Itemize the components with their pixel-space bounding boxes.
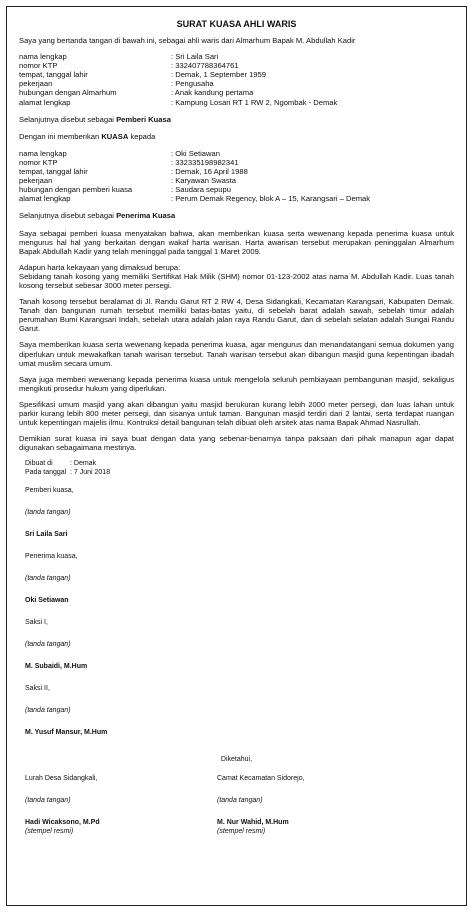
paragraph-harta-heading: Adapun harta kekayaan yang dimaksud berupa:	[19, 262, 181, 272]
signature-placeholder: (tanda tangan)	[25, 641, 71, 649]
identity-label: nama lengkap	[19, 52, 67, 62]
signature-placeholder: (tanda tangan)	[25, 797, 71, 805]
identity-row	[19, 149, 454, 158]
designation-prefix: Selanjutnya disebut sebagai	[19, 114, 117, 124]
place-row	[25, 459, 454, 468]
identity-row	[19, 98, 454, 107]
identity-label: tempat, tanggal lahir	[19, 167, 88, 177]
paragraph-spesifikasi: Spesifikasi umum masjid yang akan dibangun yaitu masjid berukuran kurang lebih 2000 meter persegi, dan luas lahan untuk parkir kurang lebih 800 meter persegi, dan sisanya untuk taman. Bangunan masjid terdiri dari 2 lantai, serta terdapat ruangan untuk kepentingan majelis ilmu. Kontruksi detail bangunan telah dibuat oleh arsitek atas nama Bapak Ahmad Nasrullah.	[19, 399, 454, 428]
identity-value: : Perum Demak Regency, blok A – 15, Karangsari – Demak	[171, 194, 371, 204]
signature-placeholder: (tanda tangan)	[25, 509, 71, 517]
identity-value: : Demak, 1 September 1959	[171, 70, 266, 80]
transition-prefix: Dengan ini memberikan	[19, 131, 102, 141]
identity-row	[19, 79, 454, 88]
signatory-pemberi	[25, 486, 454, 539]
signatory-role: Saksi I,	[25, 619, 48, 627]
signature-placeholder: (tanda tangan)	[217, 797, 263, 805]
signature-placeholder: (tanda tangan)	[25, 575, 71, 583]
designation-prefix: Selanjutnya disebut sebagai	[19, 211, 117, 221]
paragraph-pembiayaan: Saya juga memberi wewenang kepada penerima kuasa untuk mengelola seluruh pembiayaan pembangunan masjid, sekaligus mengikuti prosedur hukum yang diperlukan.	[19, 374, 454, 393]
date-label: Pada tanggal	[25, 469, 67, 477]
identity-label: pekerjaan	[19, 176, 53, 186]
penerima-designation	[19, 211, 454, 220]
transition-text	[19, 132, 454, 141]
identity-value: : Saudara sepupu	[171, 185, 231, 195]
identity-row	[19, 167, 454, 176]
signatory-role: Pemberi kuasa,	[25, 487, 74, 495]
official-role: Camat Kecamatan Sidorejo,	[217, 775, 305, 783]
document-title: SURAT KUASA AHLI WARIS	[176, 19, 297, 29]
identity-value: : Sri Laila Sari	[171, 52, 219, 62]
identity-row	[19, 61, 454, 70]
pemberi-designation	[19, 115, 454, 124]
stamp-note: (stempel resmi)	[217, 828, 266, 836]
designation-role: Penerima Kuasa	[116, 211, 176, 221]
document-page	[6, 6, 467, 906]
official-name: Hadi Wicaksono, M.Pd	[25, 819, 100, 827]
official-name: M. Nur Wahid, M.Hum	[217, 819, 289, 827]
pemberi-identity-table	[19, 52, 454, 107]
transition-bold: KUASA	[101, 131, 129, 141]
identity-value: : Kampung Losari RT 1 RW 2, Ngombak - Demak	[171, 97, 338, 107]
officials-row	[25, 774, 454, 836]
identity-value: : Oki Setiawan	[171, 148, 220, 158]
identity-label: nama lengkap	[19, 148, 67, 158]
designation-role: Pemberi Kuasa	[116, 114, 171, 124]
date-value: : 7 Juni 2018	[70, 469, 111, 477]
identity-row	[19, 185, 454, 194]
identity-label: pekerjaan	[19, 79, 53, 89]
identity-label: nomor KTP	[19, 157, 58, 167]
transition-suffix: kepada	[128, 131, 156, 141]
signatory-name: M. Yusuf Mansur, M.Hum	[25, 729, 108, 737]
paragraph-kuasa: Saya sebagai pemberi kuasa menyatakan bahwa, akan memberikan kuasa serta wewenang kepada penerima kuasa untuk mengurus hal hal yang berkaitan dengan wakaf harta warisan. Harta awarisan tersebut merupakan peninggalan Almarhum Bapak Abdullah Kadir yang telah meninggal pada tanggal 1 Maret 2009.	[19, 228, 454, 256]
signatory-saksi-2	[25, 684, 454, 737]
identity-row	[19, 158, 454, 167]
intro-text: Saya yang bertanda tangan di bawah ini, sebagai ahli waris dari Almarhum Bapak M. Abdullah Kadir	[19, 36, 356, 45]
identity-value: : 332407788364761	[171, 61, 239, 71]
signatory-saksi-1	[25, 618, 454, 671]
identity-label: hubungan dengan Almarhum	[19, 88, 117, 98]
place-label: Dibuat di	[25, 460, 53, 468]
identity-value: : 332335198982341	[171, 157, 239, 167]
identity-label: alamat lengkap	[19, 97, 71, 107]
identity-value: : Anak kandung pertama	[171, 88, 254, 98]
official-lurah	[25, 774, 243, 836]
signatory-role: Saksi II,	[25, 685, 50, 693]
paragraph-lokasi: Tanah kosong tersebut beralamat di Jl. Randu Garut RT 2 RW 4, Desa Sidangkali, Kecamatan Karangsari, Kabupaten Demak. Tanah dan bangunan rumah tersebut memiliki batas-batas yaitu, di sebelah barat adalah sawah, sebelah timur adalah perumahan Bumi Karangsari Indah, sebelah utara adalah jalan raya Randu Garut, dan di sebelah selatan adalah Sungai Randu Garut.	[19, 297, 454, 334]
official-camat	[217, 774, 435, 836]
identity-row	[19, 70, 454, 79]
stamp-note: (stempel resmi)	[25, 828, 74, 836]
identity-row	[19, 88, 454, 97]
signatory-role: Penerima kuasa,	[25, 553, 78, 561]
signatory-penerima	[25, 552, 454, 605]
identity-value: : Pengusaha	[171, 79, 214, 89]
signatory-name: M. Subaidi, M.Hum	[25, 663, 88, 671]
identity-value: : Karyawan Swasta	[171, 176, 236, 186]
identity-row	[19, 52, 454, 61]
identity-label: hubungan dengan pemberi kuasa	[19, 185, 133, 195]
acknowledged-label: Diketahui,	[220, 756, 253, 764]
identity-value: : Demak, 16 April 1988	[171, 167, 248, 177]
identity-label: alamat lengkap	[19, 194, 71, 204]
paragraph-harta: Sebidang tanah kosong yang memiliki Sertifikat Hak Milik (SHM) nomor 01-123-2002 atas nama M. Abdullah Kadir. Luas tanah kosong tersebut sebesar 3000 meter persegi.	[19, 271, 454, 290]
identity-row	[19, 176, 454, 185]
place-value: : Demak	[70, 460, 97, 468]
identity-label: nomor KTP	[19, 61, 58, 71]
official-role: Lurah Desa Sidangkali,	[25, 775, 98, 783]
penerima-identity-table	[19, 149, 454, 204]
identity-row	[19, 194, 454, 203]
identity-label: tempat, tanggal lahir	[19, 70, 88, 80]
signatory-name: Sri Laila Sari	[25, 531, 68, 539]
signature-section	[19, 459, 454, 836]
signatory-name: Oki Setiawan	[25, 597, 69, 605]
paragraph-wewenang: Saya memberikan kuasa serta wewenang kepada penerima kuasa, agar mengurus dan menandatangani semua dokumen yang diperlukan untuk mewakafkan tanah warisan tersebut. Tanah warisan tersebut akan dibangun masjid guna kepentingan ibadah umat muslim secara umum.	[19, 340, 454, 368]
paragraph-penutup: Demikian surat kuasa ini saya buat dengan data yang sebenar-benarnya tanpa paksaan dari pihak manapun agar dapat digunakan sebagaimana mestinya.	[19, 434, 454, 453]
signature-placeholder: (tanda tangan)	[25, 707, 71, 715]
place-date	[25, 459, 454, 477]
date-row	[25, 468, 454, 477]
